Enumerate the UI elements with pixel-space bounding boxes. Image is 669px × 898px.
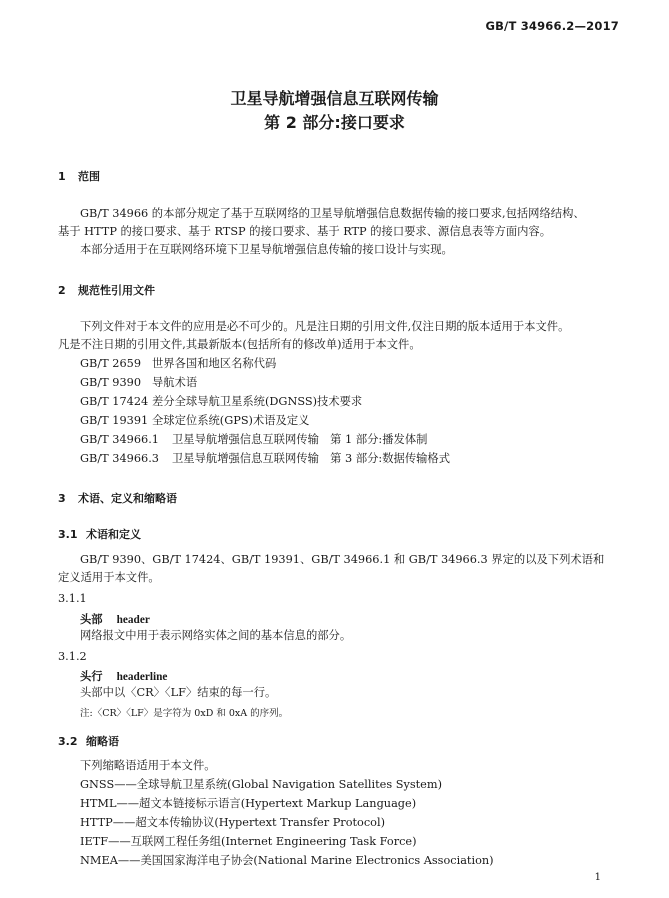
term-zh: 头行 <box>80 670 103 683</box>
paragraph-line: 下列缩略语适用于本文件。 <box>80 759 216 772</box>
reference-title: 导航术语 <box>152 376 198 389</box>
reference-title: 差分全球导航卫星系统(DGNSS)技术要求 <box>152 395 363 408</box>
page-number: 1 <box>594 872 601 883</box>
paragraph-line: 本部分适用于在互联网络环境下卫星导航增强信息传输的接口设计与实现。 <box>80 243 453 256</box>
section-title: 缩略语 <box>86 735 119 748</box>
term-definition: 头部中以〈CR〉〈LF〉结束的每一行。 <box>80 686 277 699</box>
paragraph-line: GB/T 9390、GB/T 17424、GB/T 19391、GB/T 34966.1 和 GB/T 34966.3 界定的以及下列术语和 <box>80 553 605 566</box>
section-title: 术语、定义和缩略语 <box>78 492 177 505</box>
reference-item <box>80 355 276 373</box>
section-3-1-heading <box>58 526 141 542</box>
reference-code: GB/T 2659 <box>80 357 142 370</box>
reference-item <box>80 374 197 392</box>
reference-code: GB/T 19391 <box>80 414 149 427</box>
title-line-2: 第 2 部分:接口要求 <box>264 113 405 132</box>
term-en: headerline <box>116 671 168 683</box>
abbreviation-item: HTML——超文本链接标示语言(Hypertext Markup Language) <box>80 797 417 810</box>
abbreviation-item: HTTP——超文本传输协议(Hypertext Transfer Protocol) <box>80 816 385 829</box>
section-number: 3.1 <box>58 528 78 541</box>
reference-code: GB/T 9390 <box>80 376 142 389</box>
section-title: 规范性引用文件 <box>78 284 155 297</box>
section-number: 2 <box>58 284 66 297</box>
term-number: 3.1.2 <box>58 650 87 663</box>
abbreviation-item: NMEA——美国国家海洋电子协会(National Marine Electronics Association) <box>80 854 494 867</box>
term-number: 3.1.1 <box>58 592 87 605</box>
section-number: 3.2 <box>58 735 78 748</box>
section-2-heading <box>58 282 155 298</box>
reference-code: GB/T 34966.3 <box>80 452 159 465</box>
reference-item <box>80 412 309 430</box>
term-definition: 网络报文中用于表示网络实体之间的基本信息的部分。 <box>80 629 352 642</box>
abbreviation-item: GNSS——全球导航卫星系统(Global Navigation Satellites System) <box>80 778 442 791</box>
reference-title: 卫星导航增强信息互联网传输 第 3 部分:数据传输格式 <box>172 452 451 465</box>
term-zh: 头部 <box>80 613 103 626</box>
section-number: 1 <box>58 170 66 183</box>
term-name <box>80 668 167 684</box>
section-title: 术语和定义 <box>86 528 141 541</box>
section-title: 范围 <box>78 170 100 183</box>
paragraph-line: GB/T 34966 的本部分规定了基于互联网络的卫星导航增强信息数据传输的接口要求,包括网络结构、 <box>80 207 585 220</box>
reference-code: GB/T 17424 <box>80 395 149 408</box>
reference-title: 世界各国和地区名称代码 <box>152 357 277 370</box>
reference-title: 全球定位系统(GPS)术语及定义 <box>152 414 310 427</box>
reference-item <box>80 450 450 468</box>
section-3-2-heading <box>58 733 119 749</box>
reference-item <box>80 393 362 411</box>
term-en: header <box>116 614 150 626</box>
term-name <box>80 611 150 627</box>
title-line-1: 卫星导航增强信息互联网传输 <box>230 89 439 108</box>
reference-item <box>80 431 427 449</box>
section-1-heading <box>58 168 100 184</box>
section-3-heading <box>58 490 177 506</box>
standard-number: GB/T 34966.2—2017 <box>485 19 619 33</box>
abbreviation-item: IETF——互联网工程任务组(Internet Engineering Task Force) <box>80 835 417 848</box>
paragraph-line: 定义适用于本文件。 <box>58 571 160 584</box>
section-number: 3 <box>58 492 66 505</box>
reference-title: 卫星导航增强信息互联网传输 第 1 部分:播发体制 <box>172 433 428 446</box>
paragraph-line: 基于 HTTP 的接口要求、基于 RTSP 的接口要求、基于 RTP 的接口要求、源信息表等方面内容。 <box>58 225 552 238</box>
paragraph-line: 下列文件对于本文件的应用是必不可少的。凡是注日期的引用文件,仅注日期的版本适用于本文件。 <box>80 320 570 333</box>
paragraph-line: 凡是不注日期的引用文件,其最新版本(包括所有的修改单)适用于本文件。 <box>58 338 421 351</box>
note: 注:〈CR〉〈LF〉是字符为 0xD 和 0xA 的序列。 <box>80 708 289 719</box>
reference-code: GB/T 34966.1 <box>80 433 159 446</box>
